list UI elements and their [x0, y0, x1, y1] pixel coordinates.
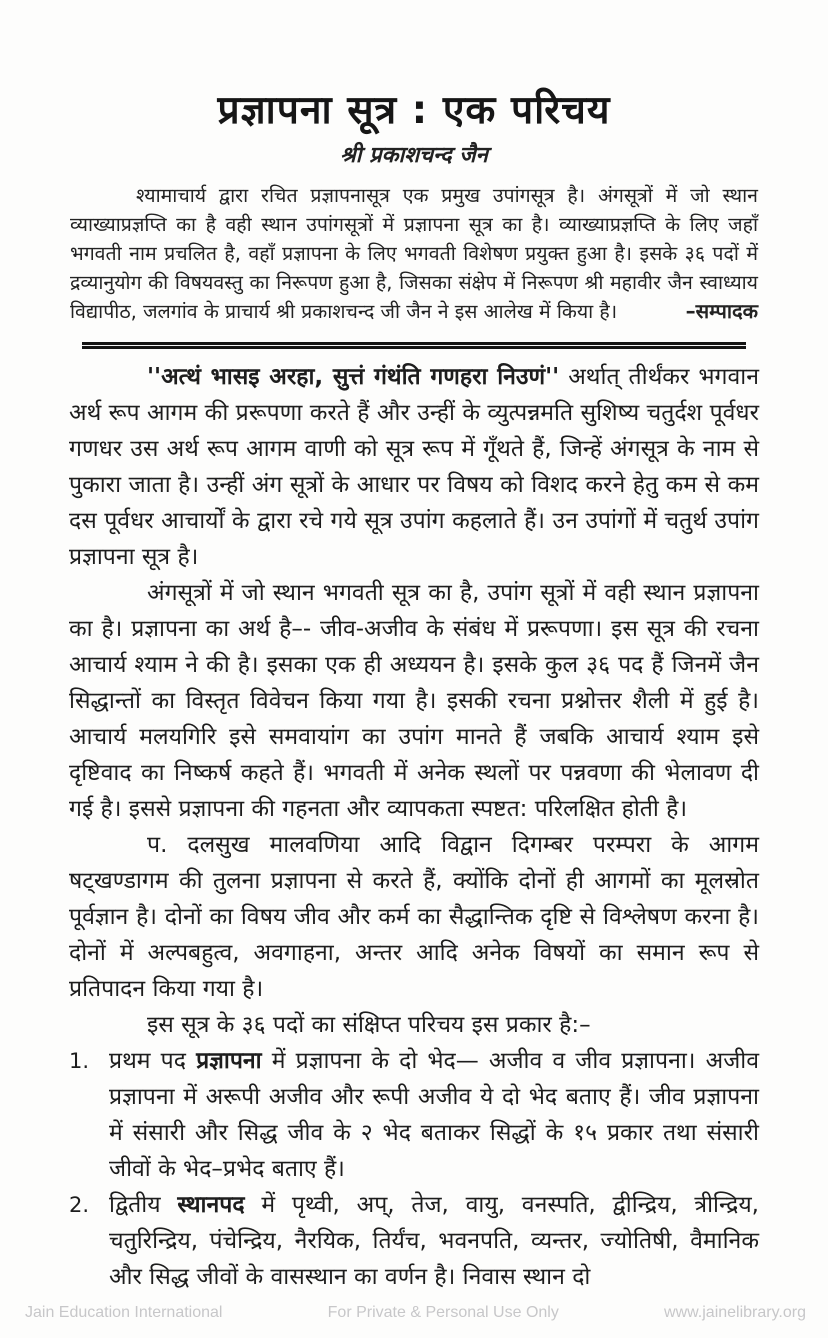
scan-footer	[25, 1304, 806, 1322]
footer-center-text: For Private & Personal Use Only	[327, 1304, 559, 1321]
footer-right-text: www.jainelibrary.org	[664, 1304, 806, 1321]
list-item-2-term: स्थानपद	[177, 1192, 245, 1218]
scripture-quote: ''अत्थं भासइ अरहा, सुत्तं गंथंति गणहरा निउणं''	[147, 364, 560, 390]
body-paragraph-3: प. दलसुख मालवणिया आदि विद्वान दिगम्बर परम्परा के आगम षट्खण्डागम की तुलना प्रज्ञापना से करते हैं, क्योंकि दोनों ही आगमों का मूलस्रोत पूर्वज्ञान है। दोनों का विषय जीव और कर्म का सैद्धान्तिक दृष्टि से विश्लेषण करना है। दोनों में अल्पबहुत्व, अवगाहना, अन्तर आदि अनेक विषयों का समान रूप से प्रतिपादन किया गया है।	[69, 832, 759, 1002]
list-item-1-rest: में प्रज्ञापना के दो भेद— अजीव व जीव प्रज्ञापना। अजीव प्रज्ञापना में अरूपी अजीव और रूपी अजीव ये दो भेद बताए हैं। जीव प्रज्ञापना में संसारी और सिद्ध जीव के २ भेद बताकर सिद्धों के १५ प्रकार तथा संसारी जीवों के भेद–प्रभेद बताए हैं।	[109, 1048, 760, 1182]
body-paragraph-2: अंगसूत्रों में जो स्थान भगवती सूत्र का है, उपांग सूत्रों में वही स्थान प्रज्ञापना का है। प्रज्ञापना का अर्थ है–- जीव-अजीव के संबंध में प्ररूपणा। इस सूत्र की रचना आचार्य श्याम ने की है। इसका एक ही अध्ययन है। इसके कुल ३६ पद हैं जिनमें जैन सिद्धान्तों का विस्तृत विवेचन किया गया है। इसकी रचना प्रश्नोत्तर शैली में हुई है। आचार्य मलयगिरि इसे समवायांग का उपांग मानते हैं जबकि आचार्य श्याम इसे दृष्टिवाद का निष्कर्ष कहते हैं। भगवती में अनेक स्थलों पर पन्नवणा की भेलावण दी गई है। इससे प्रज्ञापना की गहनता और व्यापकता स्पष्टत: परिलक्षित होती है।	[69, 580, 759, 822]
list-item-2-text	[109, 1187, 759, 1295]
page-title: प्रज्ञापना सूत्र : एक परिचय	[217, 88, 611, 133]
list-item-1-lead: प्रथम पद	[109, 1048, 197, 1074]
section-divider-rule	[82, 342, 746, 349]
editor-signature: –सम्पादक	[685, 299, 758, 323]
list-item-2-rest: में पृथ्वी, अप्, तेज, वायु, वनस्पति, द्वीन्द्रिय, त्रीन्द्रिय, चतुरिन्द्रिय, पंचेन्द्रिय, नैरयिक, तिर्यंच, भवनपति, व्यन्तर, ज्योतिषी, वैमानिक और सिद्ध जीवों के वासस्थान का वर्णन है। निवास स्थान दो	[109, 1192, 759, 1290]
body-paragraph-1-text: अर्थात् तीर्थंकर भगवान अर्थ रूप आगम की प्ररूपणा करते हैं और उन्हीं के व्युत्पन्नमति सुशिष्य चतुर्दश पूर्वधर गणधर उस अर्थ रूप आगम वाणी को सूत्र रूप में गूँथते हैं, जिन्हें अंगसूत्र के नाम से पुकारा जाता है। उन्हीं अंग सूत्रों के आधार पर विषय को विशद करने हेतु कम से कम दस पूर्वधर आचार्यों के द्वारा रचे गये सूत्र उपांग कहलाते हैं। उन उपांगों में चतुर्थ उपांग प्रज्ञापना सूत्र है।	[69, 364, 759, 570]
list-item-2-number: 2.	[69, 1193, 90, 1217]
list-item-1-number: 1.	[69, 1049, 90, 1073]
author-name: श्री प्रकाशचन्द जैन	[340, 143, 488, 168]
list-item-2-lead: द्वितीय	[109, 1192, 178, 1218]
article-body	[69, 359, 759, 1295]
list-intro-line: इस सूत्र के ३६ पदों का संक्षिप्त परिचय इस प्रकार है:–	[147, 1012, 591, 1038]
footer-left-text: Jain Education International	[25, 1304, 223, 1321]
list-item-2	[69, 1187, 759, 1295]
list-item-1-text	[109, 1043, 759, 1187]
editor-note-text: श्यामाचार्य द्वारा रचित प्रज्ञापनासूत्र एक प्रमुख उपांगसूत्र है। अंगसूत्रों में जो स्थान व्याख्याप्रज्ञप्ति का है वही स्थान उपांगसूत्रों में प्रज्ञापना सूत्र का है। व्याख्याप्रज्ञप्ति के लिए जहाँ भगवती नाम प्रचलित है, वहाँ प्रज्ञापना के लिए भगवती विशेषण प्रयुक्त हुआ है। इसके ३६ पदों में द्रव्यानुयोग की विषयवस्तु का निरूपण हुआ है, जिसका संक्षेप में निरूपण श्री महावीर जैन स्वाध्याय विद्यापीठ, जलगांव के प्राचार्य श्री प्रकाशचन्द जी जैन ने इस आलेख में किया है।	[70, 184, 758, 323]
list-item-1	[69, 1043, 759, 1187]
list-item-1-term: प्रज्ञापना	[196, 1048, 262, 1074]
body-paragraph-1	[69, 359, 759, 575]
editor-note	[70, 181, 758, 326]
